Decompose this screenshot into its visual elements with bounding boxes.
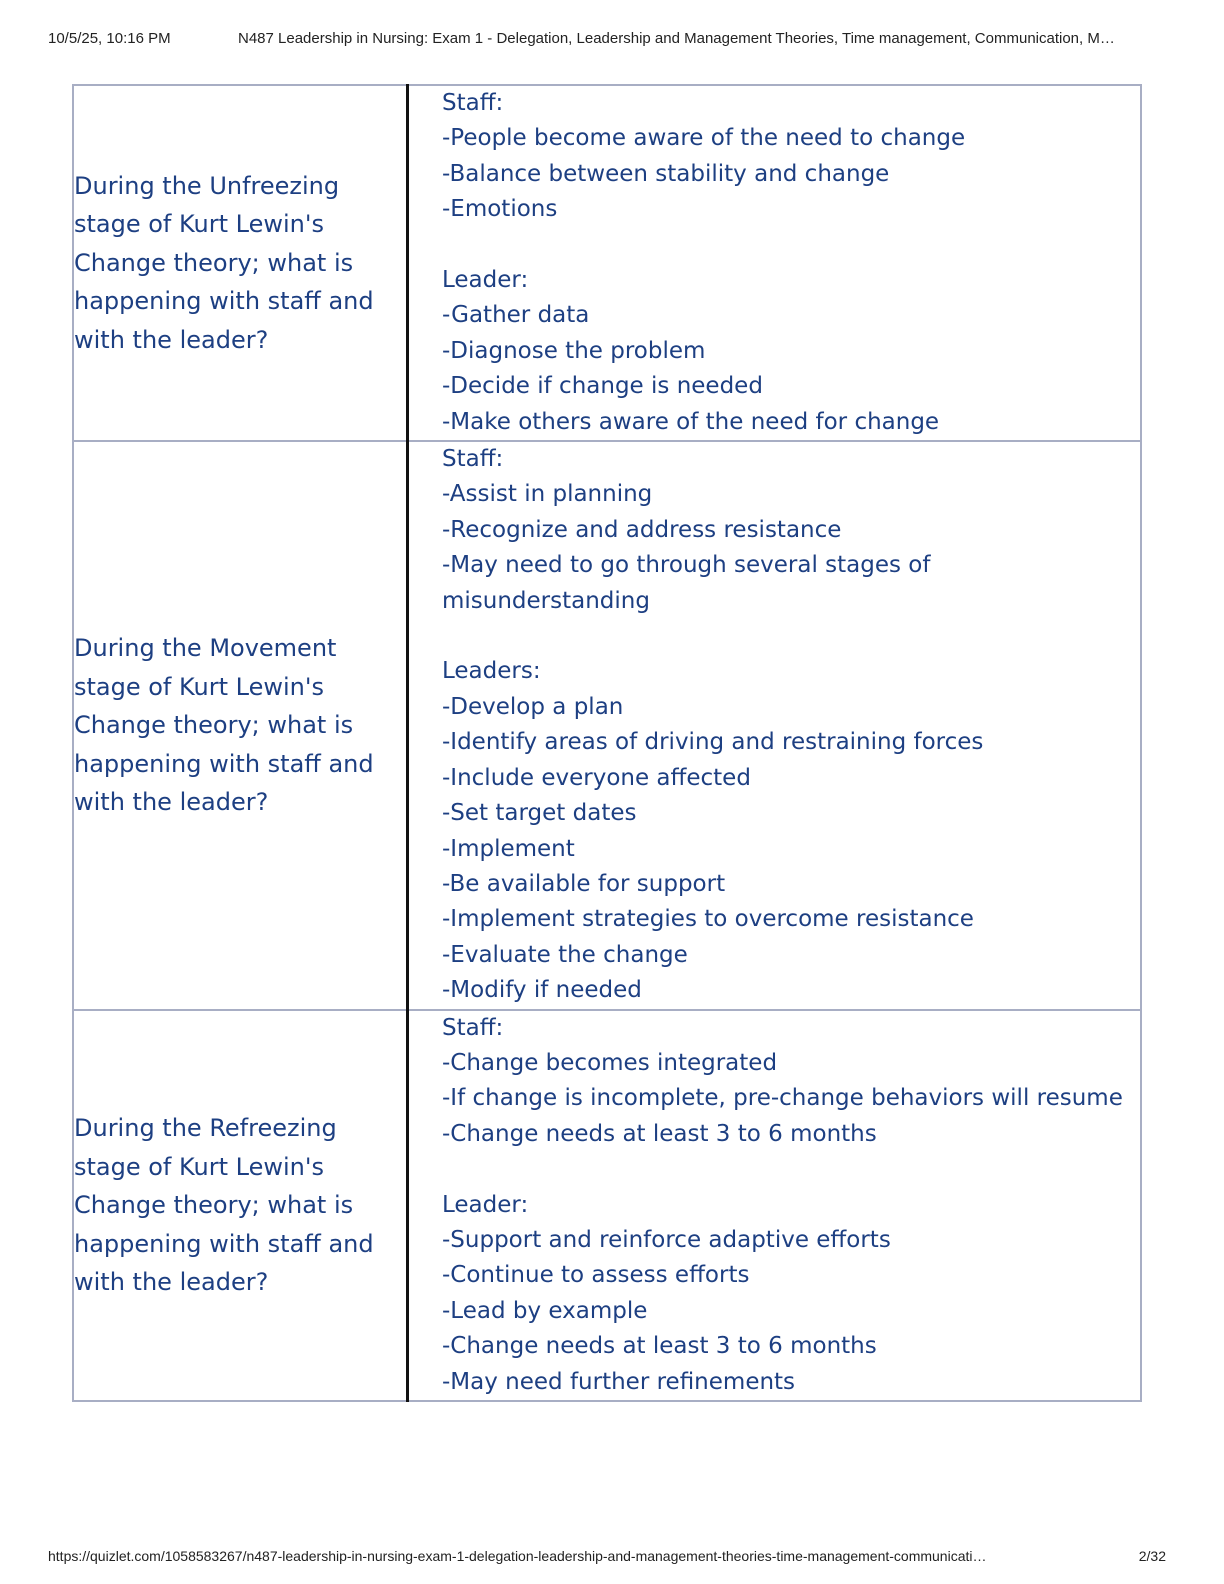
definition-line: Leaders: — [442, 658, 541, 685]
flashcard-row — [73, 85, 1141, 441]
definition-line: -Implement — [442, 835, 575, 862]
print-url: https://quizlet.com/1058583267/n487-leadership-in-nursing-exam-1-delegation-leadership-and-management-theories-time-management-communicati… — [48, 1548, 987, 1564]
term-text: During the Refreezing stage of Kurt Lewin's Change theory; what is happening with staff and with the leader? — [74, 1114, 374, 1296]
flashcard-table — [72, 84, 1142, 1402]
definition-line: -Include everyone affected — [442, 764, 751, 791]
definition-line: -Gather data — [442, 302, 590, 329]
flashcard-definition — [408, 441, 1142, 1009]
flashcard-definition — [408, 1010, 1142, 1401]
definition-line: -Identify areas of driving and restraining forces — [442, 729, 984, 756]
definition-line: Leader: — [442, 1191, 529, 1218]
definition-blank-line — [442, 228, 1140, 263]
definition-line: -Develop a plan — [442, 693, 624, 720]
definition-line: -People become aware of the need to change — [442, 125, 966, 152]
definition-line: -Lead by example — [442, 1297, 648, 1324]
definition-line: -May need to go through several stages of misunderstanding — [442, 552, 931, 614]
definition-blank-line — [442, 619, 1140, 654]
definition-line: -Modify if needed — [442, 977, 642, 1004]
flashcard-row — [73, 441, 1141, 1009]
definition-line: -Change needs at least 3 to 6 months — [442, 1120, 877, 1147]
definition-line: -Balance between stability and change — [442, 160, 890, 187]
flashcard-definition — [408, 85, 1142, 441]
definition-line: -Recognize and address resistance — [442, 516, 842, 543]
definition-line: -Be available for support — [442, 870, 726, 897]
flashcard-term — [73, 1010, 408, 1401]
definition-line: -Continue to assess efforts — [442, 1262, 750, 1289]
definition-blank-line — [442, 1152, 1140, 1187]
definition-line: Staff: — [442, 90, 504, 116]
definition-line: -Make others aware of the need for change — [442, 408, 940, 435]
definition-line: -Implement strategies to overcome resistance — [442, 906, 974, 933]
print-page-title: N487 Leadership in Nursing: Exam 1 - Delegation, Leadership and Management Theories, Time management, Communication, M… — [238, 30, 1115, 47]
flashcard-term — [73, 85, 408, 441]
definition-line: -Evaluate the change — [442, 941, 688, 968]
page-number: 2/32 — [1138, 1548, 1166, 1564]
flashcard-row — [73, 1010, 1141, 1401]
definition-line: -Diagnose the problem — [442, 337, 706, 364]
definition-line: -If change is incomplete, pre-change behaviors will resume — [442, 1085, 1123, 1112]
flashcard-term — [73, 441, 408, 1009]
definition-line: -Decide if change is needed — [442, 373, 763, 400]
print-datetime: 10/5/25, 10:16 PM — [48, 30, 171, 47]
definition-line: -Assist in planning — [442, 481, 653, 508]
definition-line: -May need further refinements — [442, 1368, 796, 1395]
definition-line: Staff: — [442, 446, 504, 473]
term-text: During the Movement stage of Kurt Lewin's Change theory; what is happening with staff and with the leader? — [74, 634, 374, 817]
term-text: During the Unfreezing stage of Kurt Lewin's Change theory; what is happening with staff and with the leader? — [74, 171, 374, 354]
definition-line: Leader: — [442, 267, 529, 294]
definition-line: -Set target dates — [442, 800, 637, 827]
definition-line: -Support and reinforce adaptive efforts — [442, 1226, 891, 1253]
definition-line: -Change becomes integrated — [442, 1049, 778, 1076]
definition-line: -Emotions — [442, 196, 558, 223]
definition-line: Staff: — [442, 1014, 504, 1041]
definition-line: -Change needs at least 3 to 6 months — [442, 1333, 877, 1360]
